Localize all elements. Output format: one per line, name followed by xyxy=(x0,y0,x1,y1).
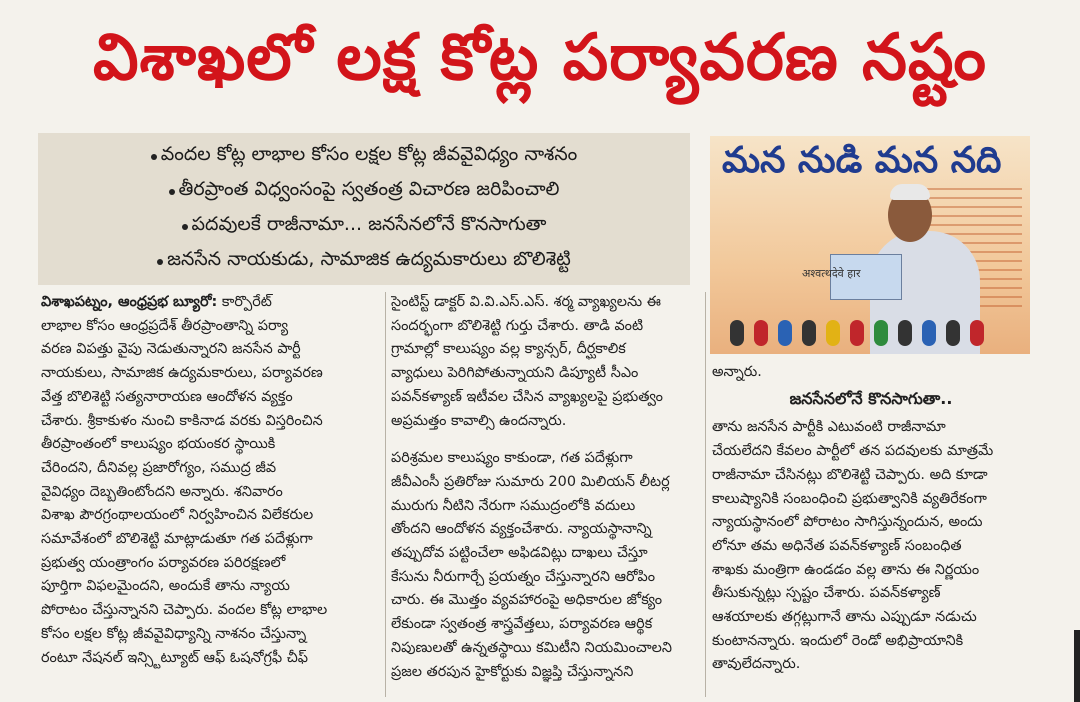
article-line: అప్రమత్తం కావాల్సి ఉందన్నారు. xyxy=(391,412,567,429)
article-line: సైంటిస్ట్ డాక్టర్ వి.వి.ఎస్.ఎస్. శర్మ వ్యాఖ్యలను ఈ xyxy=(391,294,661,310)
article-line: ప్రభుత్వ యంత్రాంగం పర్యావరణ పరిరక్షణలో xyxy=(41,554,286,571)
highlight-item xyxy=(151,143,578,170)
microphone-icon xyxy=(970,320,984,346)
article-line: ప్రజల తరపున హైకోర్టుకు విజ్ఞప్తి చేస్తున్నానని xyxy=(391,663,634,680)
article-line: తావులేదన్నారు. xyxy=(712,656,801,673)
article-line: తీసుకున్నట్లు స్పష్టం చేశారు. పవన్‌కళ్యాణ్ xyxy=(712,585,941,602)
microphone-icon xyxy=(946,320,960,346)
article-line: వేత్త బొలిశెట్టి సత్యనారాయణ ఆందోళన వ్యక్తం xyxy=(41,388,293,405)
press-conference-photo xyxy=(710,136,1030,354)
microphone-icon xyxy=(922,320,936,346)
article-column-2 xyxy=(391,291,701,684)
article-line: కుంటానన్నారు. ఇందులో రెండో అభిప్రాయానికి xyxy=(712,632,964,649)
column-divider xyxy=(385,292,386,697)
article-line: తోందని ఆందోళన వ్యక్తంచేశారు. న్యాయస్థానాన్ని xyxy=(391,521,652,538)
highlight-text: వందల కోట్ల లాభాల కోసం లక్షల కోట్ల జీవవైవిధ్యం నాశనం xyxy=(160,143,578,165)
article-line: కాలుష్యానికి సంబంధించి ప్రభుత్వానికి వ్యతిరేకంగా xyxy=(712,490,987,507)
article-line: తీరప్రాంతంలో కాలుష్యం భయంకర స్థాయికి xyxy=(41,436,276,453)
article-line: చేరిందని, దీనివల్ల ప్రజారోగ్యం, సముద్ర జీవ xyxy=(41,459,277,476)
photo-sign-text: अश्वत्थदेवे हार xyxy=(802,267,861,280)
microphone-icon xyxy=(730,320,744,346)
article-line: లాభాల కోసం ఆంధ్రప్రదేశ్ తీరప్రాంతాన్ని పర్యా xyxy=(41,317,289,334)
article-line: వరణ విపత్తు వైపు నెడుతున్నారని జనసేన పార్టీ xyxy=(41,341,301,358)
article-line: విశాఖపట్నం, ఆంధ్రప్రభ బ్యూరో: కార్పొరేట్ xyxy=(41,294,272,310)
article-line: న్యాయస్థానంలో పోరాటం సాగిస్తున్నందున, అందు xyxy=(712,514,983,531)
bullet-icon xyxy=(157,259,163,265)
article-column-1 xyxy=(41,291,381,670)
article-line: పరిశ్రమల కాలుష్యం కాకుండా, గత పదేళ్లుగా xyxy=(391,450,633,467)
microphone-icon xyxy=(874,320,888,346)
article-line: వైవిధ్యం దెబ్బతింటోందని అన్నారు. శనివారం xyxy=(41,483,283,500)
article-line: రంటూ నేషనల్ ఇన్స్టిట్యూట్ ఆఫ్ ఓషనోగ్రఫీ చీఫ్ xyxy=(41,649,308,666)
microphone-icon xyxy=(826,320,840,346)
article-line: తప్పుదోవ పట్టించేలా అఫిడవిట్లు దాఖలు చేస్తూ xyxy=(391,545,648,562)
article-line: శాఖకు మంత్రిగా ఉండడం వల్ల తాను ఈ నిర్ణయం xyxy=(712,561,980,578)
bullet-icon xyxy=(169,189,175,195)
article-line: పూర్తిగా విఫలమైందని, అందుకే తాను న్యాయ xyxy=(41,578,290,595)
microphone-icon xyxy=(778,320,792,346)
article-line: మురుగు నీటిని నేరుగా సముద్రంలోకి వదులు xyxy=(391,497,636,514)
article-line: చారు. ఈ మొత్తం వ్యవహారంపై అధికారుల జోక్యం xyxy=(391,592,663,609)
article-line: గ్రామాల్లో కాలుష్యం వల్ల క్యాన్సర్, దీర్ఘకాలిక xyxy=(391,341,626,358)
microphone-icon xyxy=(754,320,768,346)
highlight-item xyxy=(157,248,571,275)
article-line: నాయకులు, సామాజిక ఉద్యమకారులు, పర్యావరణ xyxy=(41,365,323,382)
highlight-text: తీరప్రాంత విధ్వంసంపై స్వతంత్ర విచారణ జరిపించాలి xyxy=(178,178,560,200)
byline: విశాఖపట్నం, ఆంధ్రప్రభ బ్యూరో: xyxy=(41,294,218,310)
highlights-box xyxy=(38,133,690,285)
page-edge-mark xyxy=(1074,630,1080,702)
paragraph-gap xyxy=(391,433,701,447)
article-line: పవన్‌కళ్యాణ్ ఇటీవల చేసిన వ్యాఖ్యలపై ప్రభుత్వం xyxy=(391,388,663,405)
article-line: పోరాటం చేస్తున్నానని చెప్పారు. వందల కోట్ల లాభాల xyxy=(41,602,328,619)
microphone-icon xyxy=(898,320,912,346)
article-line: తాను జనసేన పార్టీకి ఎటువంటి రాజీనామా xyxy=(712,419,946,436)
article-column-3 xyxy=(712,361,1030,677)
article-line: విశాఖ పౌరగ్రంథాలయంలో నిర్వహించిన విలేకరుల xyxy=(41,507,314,524)
speaker-hair xyxy=(890,184,930,200)
article-line: చేయలేదని కేవలం పార్టీలో తన పదవులకు మాత్రమే xyxy=(712,443,994,460)
headline: విశాఖలో లక్ష కోట్ల పర్యావరణ నష్టం xyxy=(93,20,987,95)
article-line: జీవీఎంసీ ప్రతిరోజు సుమారు 200 మిలియన్ లీటర్ల xyxy=(391,473,670,490)
article-line: వ్యాధులు పెరిగిపోతున్నాయని డిప్యూటీ సీఎం xyxy=(391,365,639,382)
article-line: నిపుణులతో ఉన్నతస్థాయి కమిటీని నియమించాలని xyxy=(391,639,672,656)
highlight-text: పదవులకే రాజీనామా... జనసేనలోనే కొనసాగుతా xyxy=(191,213,547,235)
article-line: ఆశయాలకు తగ్గట్లుగానే తాను ఎప్పుడూ నడుచు xyxy=(712,609,977,626)
microphone-icon xyxy=(802,320,816,346)
article-line: కేసును నీరుగార్చే ప్రయత్నం చేస్తున్నారని ఆరోపిం xyxy=(391,568,656,585)
highlight-item xyxy=(169,178,560,205)
photo-banner-text: మన నుడి మన నది xyxy=(722,140,1002,181)
article-line: రాజీనామా చేసినట్లు బొలిశెట్టి చెప్పారు. అది కూడా xyxy=(712,466,988,483)
article-line: సందర్భంగా బొలిశెట్టి గుర్తు చేశారు. తాడి వంటి xyxy=(391,317,644,334)
article-line: లోనూ తమ అధినేత పవన్‌కళ్యాణ్ సంబంధిత xyxy=(712,537,962,554)
article-line: చేశారు. శ్రీకాకుళం నుంచి కాకినాడ వరకు విస్తరించిన xyxy=(41,412,323,429)
microphone-icon xyxy=(850,320,864,346)
highlight-text: జనసేన నాయకుడు, సామాజిక ఉద్యమకారులు బొలిశెట్టి xyxy=(167,248,571,270)
subheading: జనసేనలోనే కొనసాగుతా.. xyxy=(789,388,953,408)
column-divider xyxy=(705,292,706,697)
microphones xyxy=(730,316,1010,346)
article-line: అన్నారు. xyxy=(712,364,762,380)
highlight-item xyxy=(182,213,547,240)
article-line: కోసం లక్షల కోట్ల జీవవైవిధ్యాన్ని నాశనం చేస్తున్నా xyxy=(41,625,307,642)
article-line: లేకుండా స్వతంత్ర శాస్త్రవేత్తలు, పర్యావరణ ఆర్థిక xyxy=(391,616,653,633)
bullet-icon xyxy=(182,224,188,230)
article-line: సమావేశంలో బొలిశెట్టి మాట్లాడుతూ గత పదేళ్లుగా xyxy=(41,531,313,548)
bullet-icon xyxy=(151,154,157,160)
